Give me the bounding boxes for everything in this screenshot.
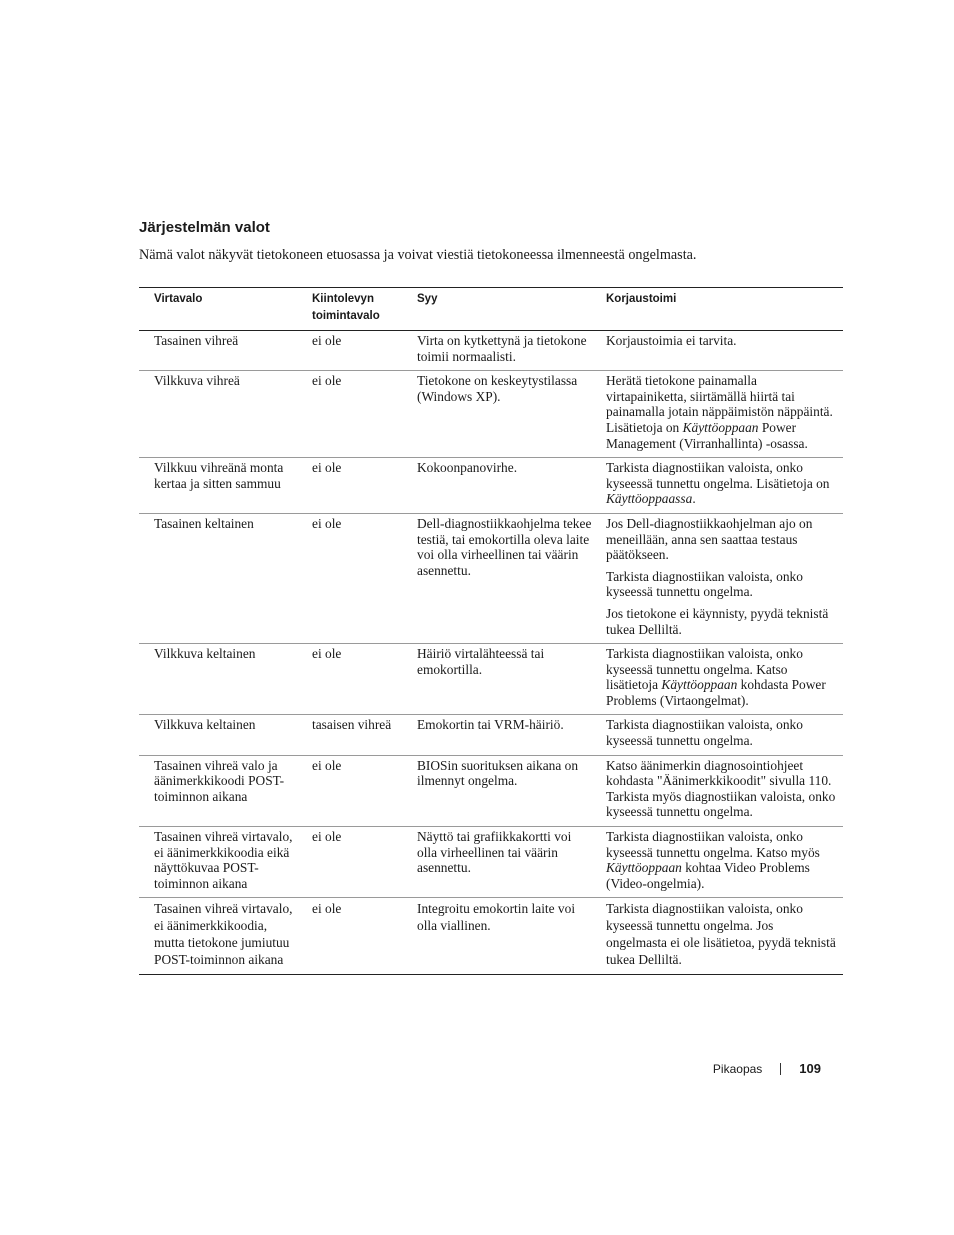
action-paragraph: Tarkista diagnostiikan valoista, onko kyseessä tunnettu ongelma. — [606, 717, 803, 749]
manual-reference: Käyttöoppaan — [661, 677, 738, 693]
cell-action — [600, 513, 843, 643]
cell-cause: Dell-diagnostiikkaohjelma tekee testiä, tai emokortilla oleva laite voi olla virheellinen tai väärin asennettu. — [417, 515, 592, 578]
manual-reference: Käyttöoppaan — [606, 860, 682, 876]
action-paragraph: Katso äänimerkin diagnosointiohjeet kohdasta "Äänimerkkikoodit" sivulla 110. Tarkista myös diagnostiikan valoista, onko kyseessä tunnettu ongelma. — [606, 757, 836, 820]
table-row — [139, 371, 843, 458]
page-number: 109 — [799, 1061, 821, 1076]
cell-cause: BIOSin suorituksen aikana on ilmennyt ongelma. — [417, 757, 579, 789]
header-hdd-light-line2: toimintavalo — [312, 310, 380, 322]
table-row — [139, 331, 843, 371]
cell-action — [600, 644, 843, 715]
action-text: Herätä tietokone painamalla virtapainiketta, siirtämällä hiirtä tai painamalla jotain näppäimistön näppäintä. Lisätietoja on — [606, 373, 833, 435]
action-text: Tarkista diagnostiikan valoista, onko kyseessä tunnettu ongelma. Lisätietoja on — [606, 460, 830, 491]
cell-action — [600, 715, 843, 755]
header-hdd-light — [306, 288, 411, 331]
action-paragraph: Jos Dell-diagnostiikkaohjelman ajo on meneillään, anna sen saattaa testaus päätökseen. — [606, 515, 813, 563]
header-power-light: Virtavalo — [154, 293, 203, 305]
action-paragraph: Tarkista diagnostiikan valoista, onko kyseessä tunnettu ongelma. — [606, 568, 803, 600]
cell-power-light: Vilkkuu vihreänä monta kertaa ja sitten sammuu — [154, 460, 284, 491]
cell-power-light: Tasainen vihreä virtavalo, ei äänimerkkikoodia, mutta tietokone jumiutuu POST-toiminnon aikana — [154, 901, 293, 968]
action-text: kohdasta Power Problems (Virtaongelmat). — [606, 677, 826, 708]
action-text: kohtaa Video Problems (Video-ongelmia). — [606, 860, 810, 891]
cell-cause: Tietokone on keskeytystilassa (Windows XP). — [417, 373, 578, 404]
cell-hdd-light: ei ole — [312, 460, 342, 476]
cell-action — [600, 458, 843, 514]
cell-cause: Kokoonpanovirhe. — [417, 460, 518, 476]
header-action: Korjaustoimi — [606, 293, 677, 305]
cell-power-light: Vilkkuva keltainen — [154, 646, 256, 662]
table-row — [139, 898, 843, 975]
cell-power-light: Tasainen vihreä valo ja äänimerkkikoodi POST-toiminnon aikana — [154, 757, 285, 804]
header-cause: Syy — [417, 293, 438, 305]
system-lights-table — [139, 287, 843, 975]
cell-power-light: Tasainen keltainen — [154, 515, 254, 531]
action-text: Tarkista diagnostiikan valoista, onko kyseessä tunnettu ongelma. Katso myös — [606, 829, 820, 860]
cell-action — [600, 898, 843, 975]
action-text: . — [692, 491, 696, 507]
cell-action — [600, 371, 843, 458]
cell-hdd-light: ei ole — [312, 646, 342, 662]
cell-action — [600, 755, 843, 826]
section-title: Järjestelmän valot — [139, 219, 270, 236]
cell-hdd-light: ei ole — [312, 515, 342, 531]
cell-power-light: Vilkkuva vihreä — [154, 373, 240, 389]
action-paragraph: Jos tietokone ei käynnisty, pyydä teknistä tukea Delliltä. — [606, 605, 829, 637]
cell-hdd-light: tasaisen vihreä — [312, 717, 392, 733]
cell-hdd-light: ei ole — [312, 829, 342, 845]
cell-power-light: Tasainen vihreä — [154, 333, 239, 348]
manual-reference: Käyttöoppaassa — [606, 491, 693, 507]
table-row — [139, 755, 843, 826]
cell-hdd-light: ei ole — [312, 333, 342, 348]
table-row — [139, 644, 843, 715]
table-header-row — [139, 288, 843, 331]
table-row — [139, 513, 843, 643]
footer-divider — [780, 1063, 781, 1075]
cell-hdd-light: ei ole — [312, 757, 342, 773]
page-footer — [713, 1061, 821, 1076]
cell-power-light: Tasainen vihreä virtavalo, ei äänimerkkikoodia eikä näyttökuvaa POST-toiminnon aikana — [154, 829, 293, 891]
table-row — [139, 715, 843, 755]
header-hdd-light-line1: Kiintolevyn — [312, 293, 374, 305]
manual-reference: Käyttöoppaan — [682, 419, 759, 435]
section-intro: Nämä valot näkyvät tietokoneen etuosassa ja voivat viestiä tietokoneessa ilmenneestä ongelmasta. — [139, 247, 697, 263]
action-paragraph: Korjaustoimia ei tarvita. — [606, 333, 737, 348]
table-row — [139, 827, 843, 898]
cell-hdd-light: ei ole — [312, 901, 342, 917]
action-paragraph: Tarkista diagnostiikan valoista, onko kyseessä tunnettu ongelma. Jos ongelmasta ei ole lisätietoa, pyydä teknistä tukea Delliltä. — [606, 901, 836, 968]
cell-action — [600, 827, 843, 898]
guide-title: Pikaopas — [712, 1061, 763, 1076]
cell-cause: Emokortin tai VRM-häiriö. — [417, 717, 564, 733]
cell-cause: Häiriö virtalähteessä tai emokortilla. — [417, 646, 545, 677]
cell-cause: Integroitu emokortin laite voi olla viallinen. — [417, 901, 576, 934]
cell-cause: Näyttö tai grafiikkakortti voi olla virheellinen tai väärin asennettu. — [417, 829, 572, 876]
table-row — [139, 458, 843, 514]
cell-hdd-light: ei ole — [312, 373, 342, 389]
action-text: Tarkista diagnostiikan valoista, onko kyseessä tunnettu ongelma. Katso lisätietoja — [606, 646, 803, 693]
cell-power-light: Vilkkuva keltainen — [154, 717, 256, 733]
action-text: Power Management (Virranhallinta) -osassa. — [606, 419, 808, 451]
cell-action — [600, 331, 843, 371]
cell-cause: Virta on kytkettynä ja tietokone toimii normaalisti. — [417, 333, 587, 364]
